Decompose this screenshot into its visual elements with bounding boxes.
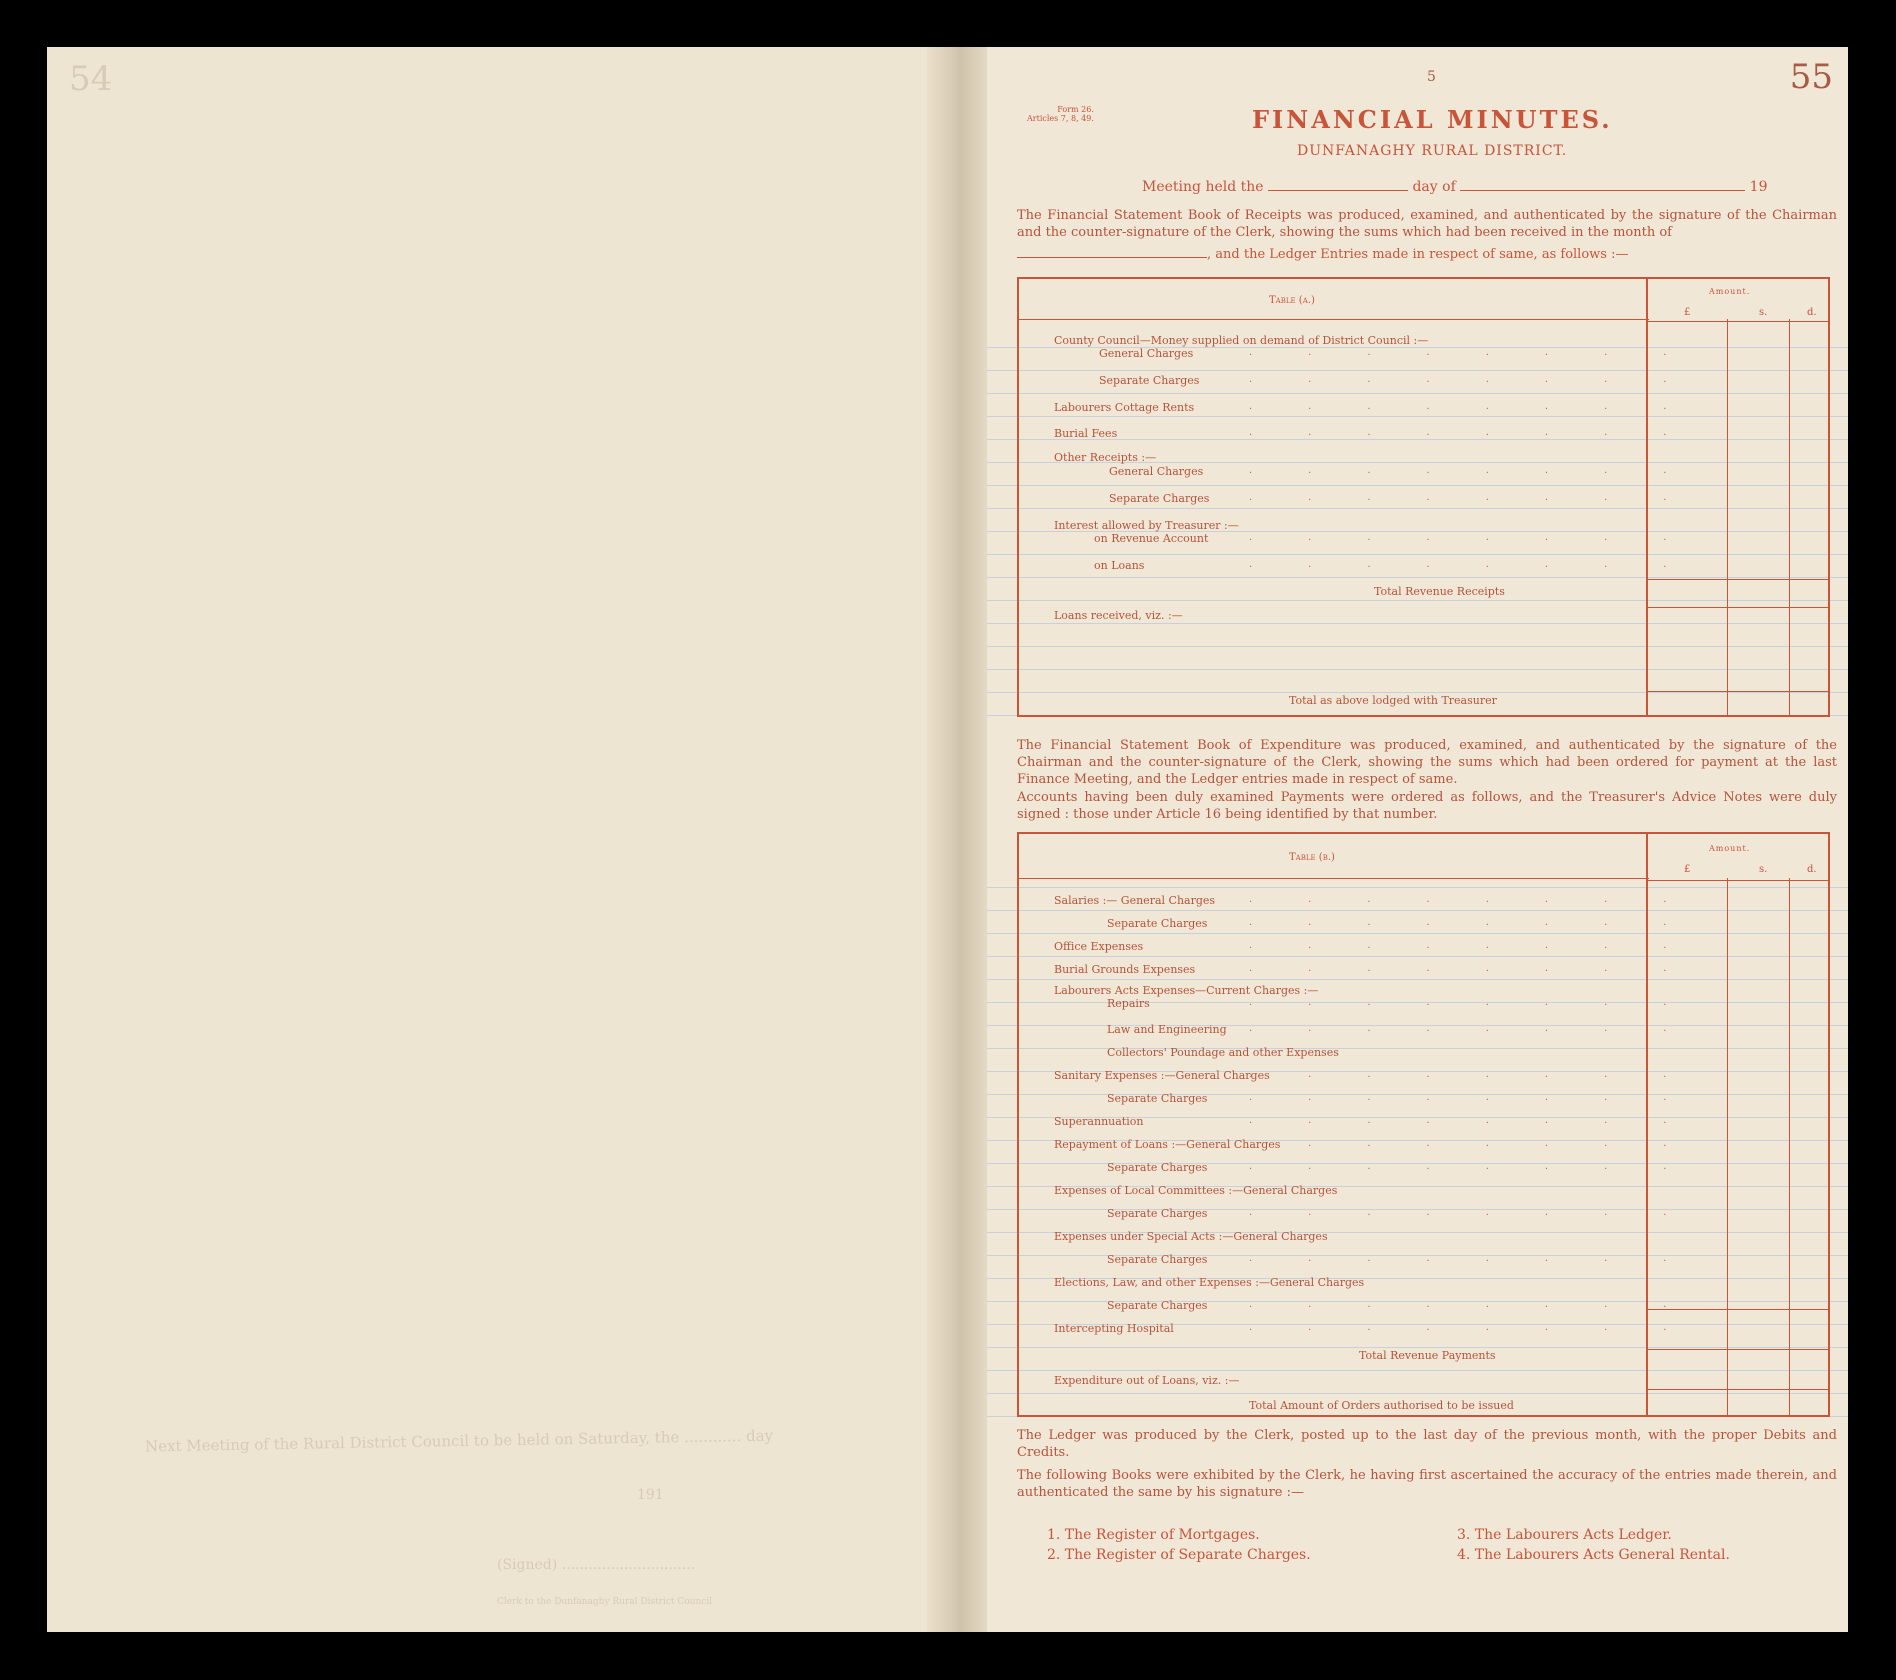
row-burial-fees: Burial Fees <box>1054 427 1118 440</box>
row-other-receipts: Other Receipts :— <box>1054 451 1157 464</box>
table-b: Table (b.) Amount. £ s. d. Salaries :— General Charges ........ Separate Charges ........ Office Expenses ........ Burial Grounds Expenses ........ Labourers Acts Expenses—Current Charges :— Repairs ........ Law and Engineering ........ Collectors' Poundage and other Expenses Sanitary Expenses :—General Charges ........ Separate Charges ........ Superannuation ........ Repayment of Loans :—General Charges ........ Separate Charges ........ Expenses of Local Committees :—General Charges Separate Charges ........ Expenses under Special Acts :—General Charges Separate Charges ........ Elections, Law, and other Expenses :—General Charges Separate Charges ........ Intercepting Hospital ........ Total Revenue Payments Expenditure out of Loans, viz. :— Total Amount of Orders authorised to be issued <box>1017 832 1830 1417</box>
meeting-day-of: day of <box>1412 179 1456 195</box>
row-total-lodged: Total as above lodged with Treasurer <box>1289 694 1497 707</box>
table-a-col-shillings: s. <box>1759 307 1768 318</box>
left-faint-signed: (Signed) .............................. <box>497 1557 696 1573</box>
row-or-general: General Charges <box>1109 465 1204 478</box>
table-a: Table (a.) Amount. £ s. d. County Council—Money supplied on demand of District Council :— General Charges ........ Separate Charges ........ Labourers Cottage Rents ........ Burial Fees ........ Other Receipts :— General Charges ........ Separate Charges ........ Interest allowed by Treasurer :— on Revenue Account ........ on Loans ........ Total Revenue Receipts Loans received, viz. :— Total as above lodged with Treasurer <box>1017 277 1830 717</box>
row-repairs: Repairs <box>1107 997 1150 1010</box>
left-faint-notice: Next Meeting of the Rural District Council to be held on Saturday, the ............ day <box>144 1426 774 1456</box>
form-number: Form 26. <box>1057 105 1094 114</box>
row-salaries-separate: Separate Charges <box>1107 917 1208 930</box>
form-reference <box>1027 105 1094 123</box>
meeting-year: 19 <box>1749 179 1768 195</box>
row-superannuation: Superannuation <box>1054 1115 1144 1128</box>
row-sanitary-separate: Separate Charges <box>1107 1092 1208 1105</box>
row-labourers-acts: Labourers Acts Expenses—Current Charges :— <box>1054 984 1319 997</box>
expenditure-paragraph: The Financial Statement Book of Expenditure was produced, examined, and authenticated by the signature of the Chairman and the counter-signature of the Clerk, showing the sums which had been ordered for payment at the last Finance Meeting, and the Ledger entries made in respect of same. <box>1017 738 1837 787</box>
row-elections-separate: Separate Charges <box>1107 1299 1208 1312</box>
book-item-4: 4. The Labourers Acts General Rental. <box>1457 1547 1730 1563</box>
row-cottage-rents: Labourers Cottage Rents <box>1054 401 1195 414</box>
row-repayment-separate: Separate Charges <box>1107 1161 1208 1174</box>
table-a-amount: Amount. <box>1709 287 1751 296</box>
row-total-revenue-payments: Total Revenue Payments <box>1359 1349 1496 1362</box>
book-item-3: 3. The Labourers Acts Ledger. <box>1457 1527 1672 1543</box>
receipts-paragraph-end <box>1017 247 1628 262</box>
row-repayment-loans: Repayment of Loans :—General Charges <box>1054 1138 1281 1151</box>
small-page-number: 5 <box>1427 69 1436 85</box>
row-elections: Elections, Law, and other Expenses :—General Charges <box>1054 1276 1365 1289</box>
table-b-col-shillings: s. <box>1759 864 1768 875</box>
left-faint-footer: Clerk to the Dunfanaghy Rural District Council <box>497 1597 713 1607</box>
meeting-line <box>1142 179 1767 195</box>
accounts-paragraph: Accounts having been duly examined Payments were ordered as follows, and the Treasurer's Advice Notes were duly signed : those under Article 16 being identified by that number. <box>1017 790 1837 822</box>
right-page <box>987 47 1848 1632</box>
row-local-separate: Separate Charges <box>1107 1207 1208 1220</box>
book-item-1: 1. The Register of Mortgages. <box>1047 1527 1260 1543</box>
row-local-committees: Expenses of Local Committees :—General Charges <box>1054 1184 1338 1197</box>
table-b-header: Table (b.) <box>1289 852 1335 863</box>
row-office-expenses: Office Expenses <box>1054 940 1144 953</box>
row-collectors-poundage: Collectors' Poundage and other Expenses <box>1107 1046 1339 1059</box>
book-spread <box>47 47 1848 1632</box>
form-articles: Articles 7, 8, 49. <box>1027 114 1094 123</box>
receipts-text: The Financial Statement Book of Receipts was produced, examined, and authenticated by the signature of the Chairman and the counter-signature of the Clerk, showing the sums which had been received in the month of <box>1017 208 1837 240</box>
table-b-amount: Amount. <box>1709 844 1751 853</box>
table-a-col-pounds: £ <box>1684 307 1691 318</box>
row-intercepting-hospital: Intercepting Hospital <box>1054 1322 1174 1335</box>
left-page-number: 54 <box>69 59 113 99</box>
row-int-revenue: on Revenue Account <box>1094 532 1209 545</box>
row-sanitary: Sanitary Expenses :—General Charges <box>1054 1069 1270 1082</box>
table-b-col-pence: d. <box>1807 864 1817 875</box>
table-a-col-pence: d. <box>1807 307 1817 318</box>
left-faint-year: 191 <box>637 1487 664 1503</box>
row-cc-separate: Separate Charges <box>1099 374 1200 387</box>
book-item-2: 2. The Register of Separate Charges. <box>1047 1547 1311 1563</box>
book-gutter <box>927 47 987 1632</box>
row-salaries: Salaries :— General Charges <box>1054 894 1216 907</box>
row-law-engineering: Law and Engineering <box>1107 1023 1227 1036</box>
row-county-council: County Council—Money supplied on demand of District Council :— <box>1054 334 1429 347</box>
row-special-separate: Separate Charges <box>1107 1253 1208 1266</box>
page-number: 55 <box>1789 57 1833 97</box>
meeting-prefix: Meeting held the <box>1142 179 1264 195</box>
row-int-loans: on Loans <box>1094 559 1145 572</box>
row-loans-received: Loans received, viz. :— <box>1054 609 1183 622</box>
page-title: FINANCIAL MINUTES. <box>1252 105 1613 134</box>
left-page <box>47 47 947 1632</box>
ledger-paragraph: The Ledger was produced by the Clerk, posted up to the last day of the previous month, with the proper Debits and Credits. <box>1017 1428 1837 1460</box>
row-interest: Interest allowed by Treasurer :— <box>1054 519 1239 532</box>
row-or-separate: Separate Charges <box>1109 492 1210 505</box>
row-expenditure-loans: Expenditure out of Loans, viz. :— <box>1054 1374 1240 1387</box>
row-burial-grounds: Burial Grounds Expenses <box>1054 963 1196 976</box>
table-b-col-pounds: £ <box>1684 864 1691 875</box>
table-a-header: Table (a.) <box>1269 295 1315 306</box>
district-name: DUNFANAGHY RURAL DISTRICT. <box>1297 143 1568 159</box>
receipts-end-text: , and the Ledger Entries made in respect of same, as follows :— <box>1207 247 1629 262</box>
books-paragraph: The following Books were exhibited by the Clerk, he having first ascertained the accuracy of the entries made therein, and authenticated the same by his signature :— <box>1017 1468 1837 1500</box>
row-total-orders: Total Amount of Orders authorised to be issued <box>1249 1399 1514 1412</box>
row-special-acts: Expenses under Special Acts :—General Charges <box>1054 1230 1328 1243</box>
receipts-paragraph <box>1017 207 1837 241</box>
row-cc-general: General Charges <box>1099 347 1194 360</box>
row-total-revenue-receipts: Total Revenue Receipts <box>1374 585 1505 598</box>
